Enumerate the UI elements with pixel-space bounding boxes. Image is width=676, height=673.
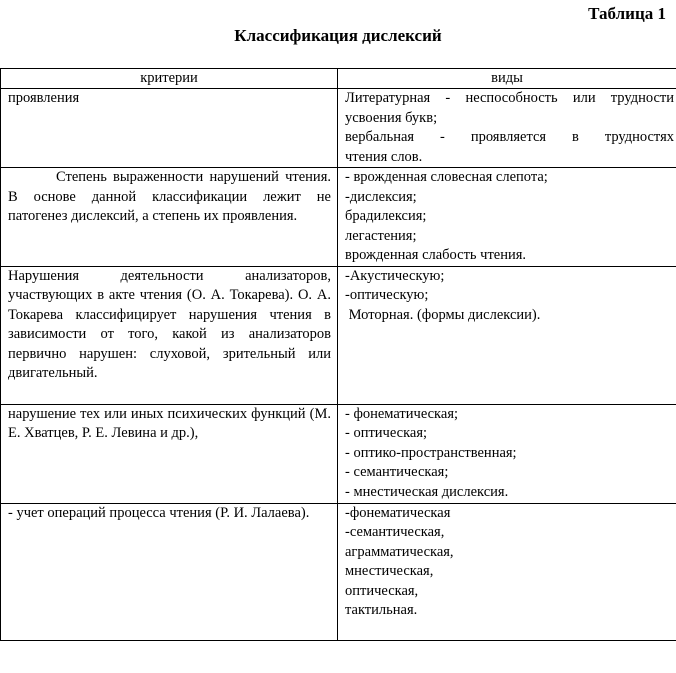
kinds-cell: [338, 503, 676, 640]
kinds-cell: [338, 404, 676, 503]
kind-line: вербальная - проявляется в трудностях: [345, 129, 674, 145]
criterion-cell: [1, 168, 338, 267]
kind-line: - оптическая;: [345, 425, 428, 441]
kind-line: мнестическая,: [345, 563, 434, 579]
kind-line: -Акустическую;: [345, 267, 445, 284]
kind-line: - врожденная словесная слепота;: [345, 169, 548, 185]
kind-line: тактильная.: [345, 602, 418, 618]
kind-line: -семантическая,: [345, 524, 445, 540]
kind-line: Литературная - неспособность или трудности: [345, 90, 674, 106]
kind-line: Моторная. (формы дислексии).: [345, 306, 541, 323]
kind-line: чтения слов.: [345, 148, 423, 165]
criterion-cell: проявления: [1, 89, 338, 168]
kind-line: - семантическая;: [345, 464, 449, 480]
table-title: Классификация дислексий: [234, 26, 442, 45]
kinds-cell: [338, 168, 676, 267]
kind-line: - оптико-пространственная;: [345, 444, 517, 461]
kind-line: аграмматическая,: [345, 543, 454, 560]
column-header-kinds: виды: [338, 69, 676, 89]
kind-line: усвоения букв;: [345, 109, 438, 126]
table-row: [1, 89, 676, 168]
table-row: [1, 266, 676, 404]
kind-line: легастения;: [345, 227, 417, 244]
criterion-text: Степень выраженности нарушений чтения. В основе данной классификации лежит не патогенез дислексий, а степень их проявления.: [8, 169, 331, 224]
kind-line: брадилексия;: [345, 208, 427, 224]
column-header-criteria: критерии: [1, 69, 338, 89]
kind-line: -дислексия;: [345, 188, 417, 205]
table-header-row: [1, 69, 676, 89]
kind-line: оптическая,: [345, 582, 419, 599]
kind-line: -фонематическая: [345, 504, 451, 521]
classification-table: [0, 68, 676, 641]
kind-line: - мнестическая дислексия.: [345, 483, 509, 500]
table-row: [1, 168, 676, 267]
kinds-cell: [338, 89, 676, 168]
kind-line: врожденная слабость чтения.: [345, 247, 527, 263]
kind-line: -оптическую;: [345, 287, 429, 303]
criterion-cell: - учет операций процесса чтения (Р. И. Лалаева).: [1, 503, 338, 640]
kind-line: - фонематическая;: [345, 405, 459, 422]
criterion-cell: нарушение тех или иных психических функций (М. Е. Хватцев, Р. Е. Левина и др.),: [1, 404, 338, 503]
kinds-cell: [338, 266, 676, 404]
table-row: [1, 503, 676, 640]
table-row: [1, 404, 676, 503]
criterion-cell: Нарушения деятельности анализаторов, участвующих в акте чтения (О. А. Токарева). О. А. Токарева классифицирует нарушения чтения в зависимости от того, какой из анализаторов первично нарушен: слуховой, зрительный или двигательный.: [1, 266, 338, 404]
table-number: Таблица 1: [588, 4, 666, 23]
